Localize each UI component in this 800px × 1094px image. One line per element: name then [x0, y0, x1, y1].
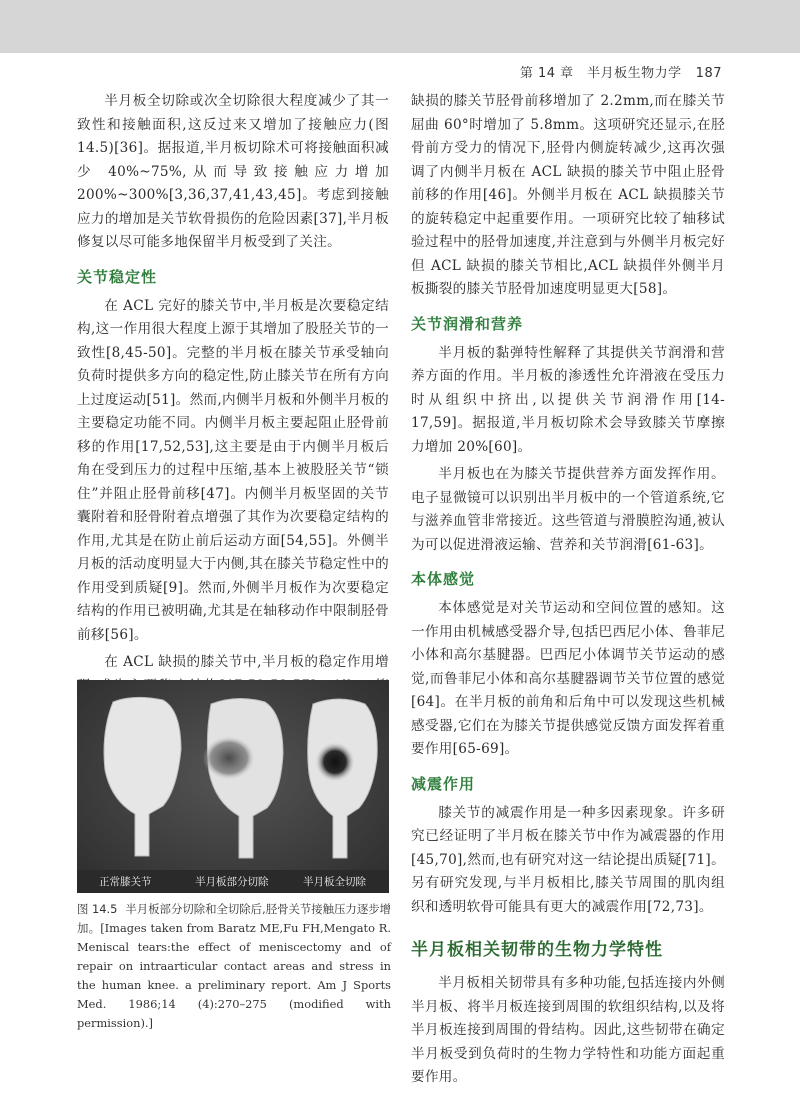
header-bar	[0, 0, 800, 53]
section-heading-ligaments: 半月板相关韧带的生物力学特性	[411, 940, 663, 960]
figure-label-total: 半月板全切除	[303, 876, 366, 888]
paragraph: 缺损的膝关节胫骨前移增加了 2.2mm,而在膝关节屈曲 60°时增加了 5.8mm。这项研究还显示,在胫骨前方受力的情况下,胫骨内侧旋转减少,这再次强调了内侧半月板在 ACL 缺损的膝关节中阻止胫骨前移的作用[46]。外侧半月板在 ACL 缺损膝关节的旋转稳定中起重要作用。一项研究比较了轴移试验过程中的胫骨加速度,并注意到与外侧半月板完好但 ACL 缺损的膝关节相比,ACL 缺损伴外侧半月板撕裂的膝关节胫骨加速度明显更大[58]。	[411, 93, 725, 297]
paragraph: 半月板的黏弹特性解释了其提供关节润滑和营养方面的作用。半月板的渗透性允许滑液在受压力时从组织中挤出,以提供关节润滑作用[14-17,59]。据报道,半月板切除术会导致膝关节摩擦力增加 20%[60]。	[411, 344, 725, 455]
section-heading-lubrication: 关节润滑和营养	[411, 314, 524, 333]
caption-number: 图 14.5	[77, 902, 118, 916]
figure-label-normal: 正常膝关节	[99, 876, 152, 888]
paragraph: 半月板全切除或次全切除很大程度减少了其一致性和接触面积,这反过来又增加了接触应力(图 14.5)[36]。据报道,半月板切除术可将接触面积减少 40%~75%,从而导致接触应力增加 200%~300%[3,36,37,41,43,45]。考虑到接触应力的增加是关节软骨损伤的危险因素[37],半月板修复以尽可能多地保留半月板受到了关注。	[77, 93, 389, 250]
paragraph: 半月板相关韧带具有多种功能,包括连接内外侧半月板、将半月板连接到周围的软组织结构,以及将半月板连接到周围的骨结构。因此,这些韧带在确定半月板受到负荷时的生物力学特性和功能方面起重要作用。	[411, 975, 725, 1085]
figure-caption	[77, 900, 391, 1033]
chapter-title: 第 14 章 半月板生物力学	[519, 66, 682, 81]
page-number: 187	[695, 66, 722, 81]
paragraph: 本体感觉是对关节运动和空间位置的感知。这一作用由机械感受器介导,包括巴西尼小体、鲁菲尼小体和高尔基腱器。巴西尼小体调节关节运动的感觉,而鲁菲尼小体和高尔基腱器调节关节位置的感觉[64]。在半月板的前角和后角中可以发现这些机械感受器,它们在为膝关节提供感觉反馈方面发挥着重要作用[65-69]。	[411, 600, 725, 757]
section-heading-proprioception: 本体感觉	[411, 570, 476, 588]
paragraph: 在 ACL 缺损的膝关节中,半月板的稳定作用增	[104, 654, 389, 670]
left-column	[77, 90, 389, 749]
section-heading-shock-absorption: 减震作用	[411, 774, 476, 793]
section-heading-stability: 关节稳定性	[77, 267, 158, 286]
caption-text: 半月板部分切除和全切除后,胫骨关节接触压力逐步增加。[Images taken from Baratz ME,Fu FH,Mengato R. Meniscal tears:the effect of meniscectomy and of repair on intraarticular contact areas and stress in the human knee. a preliminary report. Am J Sports Med. 1986;14 (4):270–275 (modified with permission).]	[77, 902, 391, 1030]
running-header	[520, 62, 722, 81]
figure-image	[77, 680, 389, 893]
paragraph: 膝关节的减震作用是一种多因素现象。许多研究已经证明了半月板在膝关节中作为减震器的作用[45,70],然而,也有研究对这一结论提出质疑[71]。另有研究发现,与半月板相比,膝关节周围的肌肉组织和透明软骨可能具有更大的减震作用[72,73]。	[411, 804, 725, 915]
paragraph: 在 ACL 完好的膝关节中,半月板是次要稳定结构,这一作用很大程度上源于其增加了股胫关节的一致性[8,45-50]。完整的半月板在膝关节承受轴向负荷时提供多方向的稳定性,防止膝关节在所有方向上过度运动[51]。然而,内侧半月板和外侧半月板的主要稳定功能不同。内侧半月板主要起阻止胫骨前移的作用[17,52,53],这主要是由于内侧半月板后角在受到压力的过程中压缩,基本上被股胫关节“锁住”并阻止胫骨前移[47]。内侧半月板坚固的关节囊附着和胫骨附着点增强了其作为次要稳定结构的作用,尤其是在防止前后运动方面[54,55]。外侧半月板的活动度明显大于内侧,其在膝关节稳定性中的作用受到质疑[9]。然而,外侧半月板作为次要稳定结构的作用已被明确,尤其是在轴移动作中限制胫骨前移[56]。	[77, 297, 389, 643]
figure-meniscus-pressure	[77, 680, 389, 893]
right-column	[411, 90, 725, 1094]
figure-label-partial: 半月板部分切除	[195, 876, 269, 888]
paragraph: 半月板也在为膝关节提供营养方面发挥作用。电子显微镜可以识别出半月板中的一个管道系统,它与滋养血管非常接近。这些管道与滑膜腔沟通,被认为可以促进滑液运输、营养和关节润滑[61-63]。	[411, 466, 725, 553]
